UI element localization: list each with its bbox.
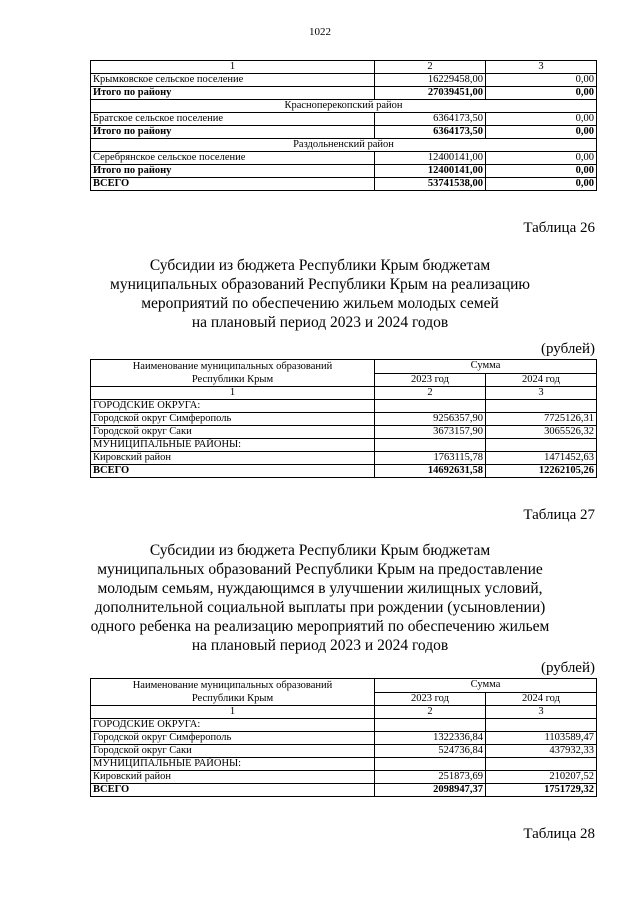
table-row — [91, 439, 597, 452]
table-header-row — [91, 61, 597, 74]
row-value-2: 0,00 — [486, 165, 597, 178]
row-value-1: 524736,84 — [375, 745, 486, 758]
header-year-2023: 2023 год — [375, 692, 486, 706]
table-row — [91, 413, 597, 426]
header-year-2024: 2024 год — [486, 373, 597, 387]
table-26-label: Таблица 26 — [523, 220, 595, 236]
title-line: дополнительной социальной выплаты при рождении (усыновлении) — [94, 599, 546, 616]
header-year-2024: 2024 год — [486, 692, 597, 706]
table-row-subtotal — [91, 126, 597, 139]
table-row-total — [91, 465, 597, 478]
row-value-1: 1322336,84 — [375, 732, 486, 745]
table-section-row — [91, 100, 597, 113]
table-row — [91, 452, 597, 465]
row-value-2: 210207,52 — [486, 771, 597, 784]
table-section-row — [91, 139, 597, 152]
header-name-line-2: Республики Крым — [191, 374, 274, 385]
table-row-subtotal — [91, 165, 597, 178]
page-number: 1022 — [309, 26, 331, 38]
title-line: Субсидии из бюджета Республики Крым бюджетам — [149, 257, 491, 274]
header-name-line-1: Наименование муниципальных образований — [132, 680, 333, 691]
header-name-line-2: Республики Крым — [191, 693, 274, 704]
row-value-1: 251873,69 — [375, 771, 486, 784]
table-header-row — [91, 679, 597, 693]
header-name — [91, 679, 375, 706]
row-value-2 — [486, 758, 597, 771]
row-name: Кировский район — [91, 452, 375, 465]
table-row — [91, 719, 597, 732]
table-row — [91, 113, 597, 126]
row-value-1: 16229458,00 — [375, 74, 486, 87]
title-line: на плановый период 2023 и 2024 годов — [191, 314, 449, 331]
header-sum: Сумма — [375, 679, 597, 693]
row-value-1 — [375, 400, 486, 413]
table-row-total — [91, 178, 597, 191]
row-value-2: 1471452,63 — [486, 452, 597, 465]
title-line: на плановый период 2023 и 2024 годов — [191, 637, 449, 654]
row-value-2: 437932,33 — [486, 745, 597, 758]
row-value-1: 27039451,00 — [375, 87, 486, 100]
row-value-2: 3065526,32 — [486, 426, 597, 439]
table-27-title — [60, 541, 580, 655]
header-name-line-1: Наименование муниципальных образований — [132, 361, 333, 372]
title-line: мероприятий по обеспечению жильем молодых семей — [141, 295, 499, 312]
table-row — [91, 745, 597, 758]
row-name: ВСЕГО — [91, 178, 375, 191]
table-index-row — [91, 387, 597, 400]
row-value-1 — [375, 758, 486, 771]
row-name: Городской округ Симферополь — [91, 413, 375, 426]
row-value-2: 0,00 — [486, 178, 597, 191]
table-row — [91, 732, 597, 745]
row-value-2: 7725126,31 — [486, 413, 597, 426]
table-row-total — [91, 784, 597, 797]
table-row — [91, 74, 597, 87]
row-value-1 — [375, 439, 486, 452]
column-index-1: 1 — [91, 706, 375, 719]
table-26 — [90, 359, 597, 478]
section-title: Раздольненский район — [91, 139, 597, 152]
row-value-2: 0,00 — [486, 87, 597, 100]
table-27-label: Таблица 27 — [523, 507, 595, 523]
row-value-1: 12400141,00 — [375, 152, 486, 165]
row-value-1: 2098947,37 — [375, 784, 486, 797]
table-index-row — [91, 706, 597, 719]
row-value-1: 14692631,58 — [375, 465, 486, 478]
table-header-row — [91, 360, 597, 374]
header-sum: Сумма — [375, 360, 597, 374]
row-value-2: 0,00 — [486, 74, 597, 87]
row-name: МУНИЦИПАЛЬНЫЕ РАЙОНЫ: — [91, 439, 375, 452]
row-name: Городской округ Саки — [91, 745, 375, 758]
row-value-2: 12262105,26 — [486, 465, 597, 478]
row-value-1: 12400141,00 — [375, 165, 486, 178]
table-27 — [90, 678, 597, 797]
row-name: ВСЕГО — [91, 465, 375, 478]
table-row — [91, 400, 597, 413]
row-name: МУНИЦИПАЛЬНЫЕ РАЙОНЫ: — [91, 758, 375, 771]
row-value-2 — [486, 400, 597, 413]
row-name: Итого по району — [91, 126, 375, 139]
row-value-1: 53741538,00 — [375, 178, 486, 191]
column-index-3: 3 — [486, 387, 597, 400]
row-value-2: 0,00 — [486, 126, 597, 139]
table-28-label: Таблица 28 — [523, 826, 595, 842]
row-value-1: 6364173,50 — [375, 126, 486, 139]
title-line: муниципальных образований Республики Крым на предоставление — [97, 561, 543, 578]
table-row-subtotal — [91, 87, 597, 100]
row-name: Братское сельское поселение — [91, 113, 375, 126]
row-value-2: 1751729,32 — [486, 784, 597, 797]
row-name: Городской округ Саки — [91, 426, 375, 439]
column-index-3: 3 — [486, 706, 597, 719]
section-title: Красноперекопский район — [91, 100, 597, 113]
header-year-2023: 2023 год — [375, 373, 486, 387]
row-value-2 — [486, 719, 597, 732]
column-index-3: 3 — [486, 61, 597, 74]
header-name — [91, 360, 375, 387]
row-value-2: 0,00 — [486, 113, 597, 126]
column-index-2: 2 — [375, 387, 486, 400]
column-index-1: 1 — [91, 61, 375, 74]
title-line: Субсидии из бюджета Республики Крым бюджетам — [149, 542, 491, 559]
table-row — [91, 426, 597, 439]
row-name: Итого по району — [91, 87, 375, 100]
table-continuation — [90, 60, 597, 191]
row-value-1: 6364173,50 — [375, 113, 486, 126]
row-name: ВСЕГО — [91, 784, 375, 797]
table-row — [91, 758, 597, 771]
title-line: муниципальных образований Республики Крым на реализацию — [110, 276, 530, 293]
table-row — [91, 771, 597, 784]
row-value-1: 3673157,90 — [375, 426, 486, 439]
row-name: Итого по району — [91, 165, 375, 178]
row-value-2: 1103589,47 — [486, 732, 597, 745]
column-index-2: 2 — [375, 61, 486, 74]
row-value-2 — [486, 439, 597, 452]
title-line: одного ребенка на реализацию мероприятий по обеспечению жильем — [90, 618, 550, 635]
row-name: Крымковское сельское поселение — [91, 74, 375, 87]
row-name: Городской округ Симферополь — [91, 732, 375, 745]
row-value-1: 9256357,90 — [375, 413, 486, 426]
table-26-title — [60, 256, 580, 332]
row-value-1 — [375, 719, 486, 732]
row-name: Кировский район — [91, 771, 375, 784]
column-index-1: 1 — [91, 387, 375, 400]
table-27-unit: (рублей) — [540, 660, 595, 676]
column-index-2: 2 — [375, 706, 486, 719]
row-name: Серебрянское сельское поселение — [91, 152, 375, 165]
row-name: ГОРОДСКИЕ ОКРУГА: — [91, 719, 375, 732]
row-value-2: 0,00 — [486, 152, 597, 165]
title-line: молодым семьям, нуждающимся в улучшении жилищных условий, — [97, 580, 543, 597]
row-value-1: 1763115,78 — [375, 452, 486, 465]
table-26-unit: (рублей) — [540, 341, 595, 357]
row-name: ГОРОДСКИЕ ОКРУГА: — [91, 400, 375, 413]
table-row — [91, 152, 597, 165]
